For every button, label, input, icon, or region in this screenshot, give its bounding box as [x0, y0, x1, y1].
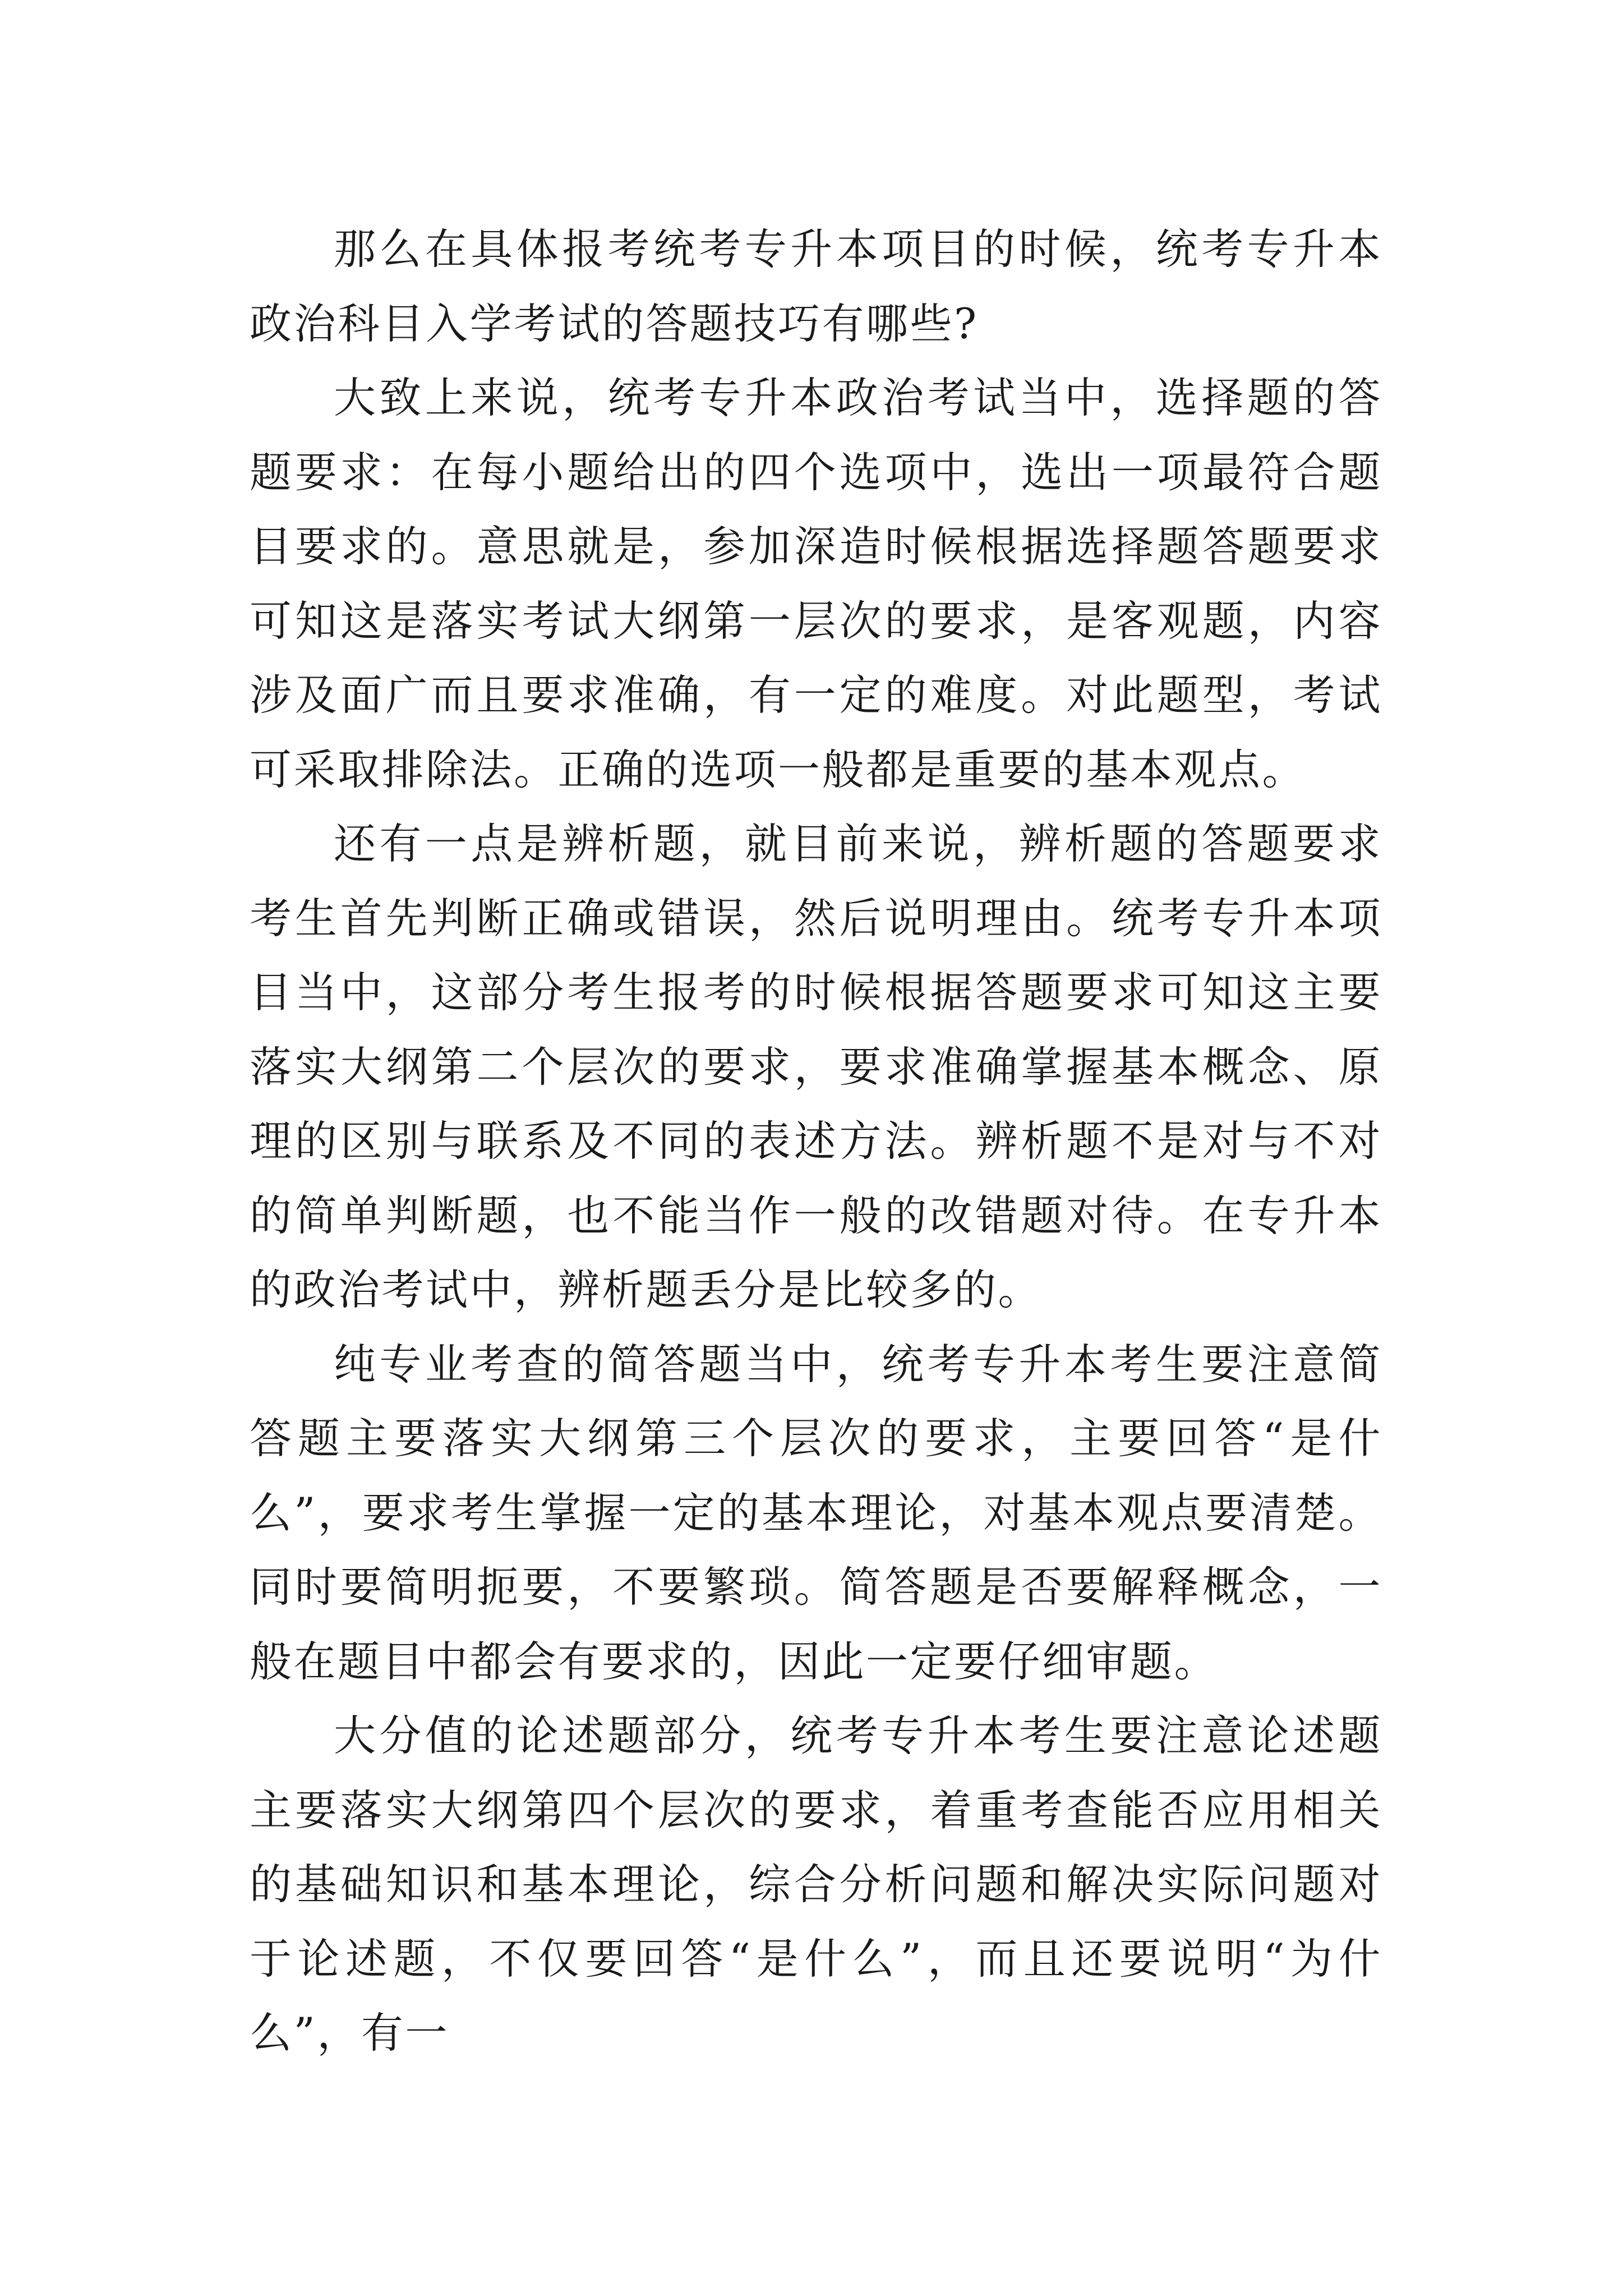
paragraph-short-answer: 纯专业考查的简答题当中，统考专升本考生要注意简答题主要落实大纲第三个层次的要求，主要回答“是什么”，要求考生掌握一定的基本理论，对基本观点要清楚。同时要简明扼要，不要繁琐。简答题是否要解释概念，一般在题目中都会有要求的，因此一定要仔细审题。 [250, 1339, 1382, 1686]
paragraph-intro-question: 那么在具体报考统考专升本项目的时候，统考专升本政治科目入学考试的答题技巧有哪些? [250, 224, 1382, 348]
paragraph-essay-question: 大分值的论述题部分，统考专升本考生要注意论述题主要落实大纲第四个层次的要求，着重考查能否应用相关的基础知识和基本理论，综合分析问题和解决实际问题对于论述题，不仅要回答“是什么”，而且还要说明“为什么”，有一 [250, 1711, 1382, 2058]
document-body [250, 212, 1382, 2070]
paragraph-analysis-question: 还有一点是辨析题，就目前来说，辨析题的答题要求考生首先判断正确或错误，然后说明理由。统考专升本项目当中，这部分考生报考的时候根据答题要求可知这主要落实大纲第二个层次的要求，要求准确掌握基本概念、原理的区别与联系及不同的表述方法。辨析题不是对与不对的简单判断题，也不能当作一般的改错题对待。在专升本的政治考试中，辨析题丢分是比较多的。 [250, 819, 1382, 1314]
paragraph-multiple-choice: 大致上来说，统考专升本政治考试当中，选择题的答题要求：在每小题给出的四个选项中，选出一项最符合题目要求的。意思就是，参加深造时候根据选择题答题要求可知这是落实考试大纲第一层次的要求，是客观题，内容涉及面广而且要求准确，有一定的难度。对此题型，考试可采取排除法。正确的选项一般都是重要的基本观点。 [250, 373, 1382, 794]
